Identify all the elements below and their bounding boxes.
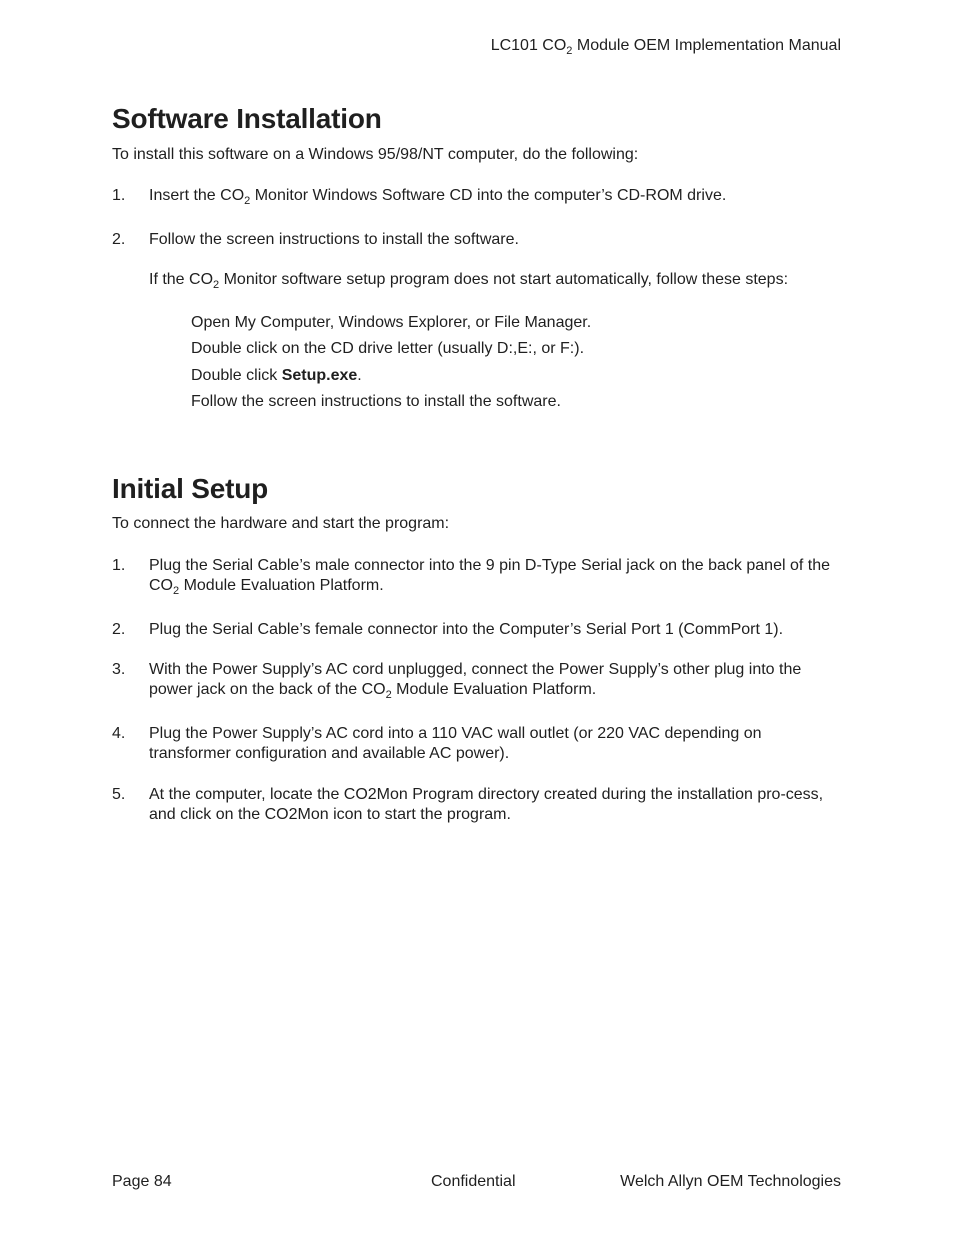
section-heading-initial-setup: Initial Setup xyxy=(112,473,269,504)
list-item: 1. Insert the $CO_2$ Monitor Windows Software CD into the computer’s CD-ROM drive. xyxy=(112,187,727,207)
sub-step: Follow the screen instructions to install the software. xyxy=(191,393,561,410)
list-item: 2. Follow the screen instructions to install the software. xyxy=(112,231,519,248)
software-intro: To install this software on a Windows 95/98/NT computer, do the following: xyxy=(112,146,639,163)
section-heading-software-installation: Software Installation xyxy=(112,103,382,134)
running-header: LC101 $CO_2$ Module OEM Implementation Manual xyxy=(490,37,841,57)
list-item: 2. Plug the Serial Cable’s female connector into the Computer’s Serial Port 1 (CommPort 1). xyxy=(112,621,784,638)
list-item: 5. At the computer, locate the CO2Mon Program directory created during the installation pro-cess, and click on the CO2Mon icon to start the program. xyxy=(112,786,824,823)
confidential-label: Confidential xyxy=(431,1173,516,1190)
sub-step: Double click Setup.exe. xyxy=(191,367,362,384)
list-item: 4. Plug the Power Supply’s AC cord into a 110 VAC wall outlet (or 220 VAC depending on transformer configuration and available AC power). xyxy=(112,725,762,762)
company-name: Welch Allyn OEM Technologies xyxy=(620,1173,841,1190)
list-item: 3. With the Power Supply’s AC cord unplugged, connect the Power Supply’s other plug into the power jack on the back of the $CO_2$ Module Evaluation Platform. xyxy=(112,661,802,701)
sub-step: Open My Computer, Windows Explorer, or File Manager. xyxy=(191,314,592,331)
setup-exe-filename: Setup.exe xyxy=(281,367,358,384)
sub-step: Double click on the CD drive letter (usually D:,E:, or F:). xyxy=(191,340,585,357)
list-item: 1. Plug the Serial Cable’s male connector into the 9 pin D-Type Serial jack on the back panel of the $CO_2$ Module Evaluation Platform. xyxy=(112,557,830,597)
setup-intro: To connect the hardware and start the program: xyxy=(112,515,450,532)
page-number: Page 84 xyxy=(112,1173,172,1190)
setup-note: If the $CO_2$ Monitor software setup program does not start automatically, follow these steps: xyxy=(149,271,789,291)
